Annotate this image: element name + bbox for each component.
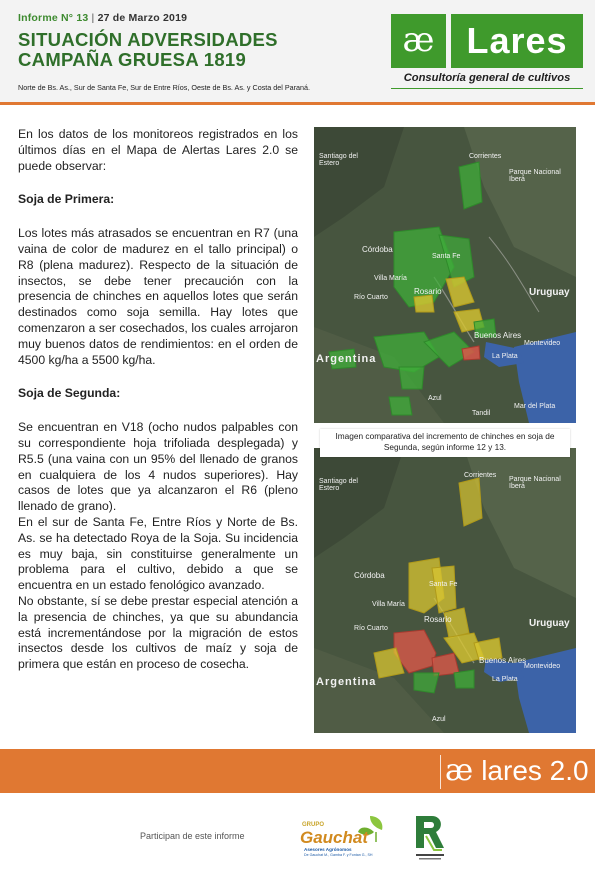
map2-label-uruguay: Uruguay [529,618,570,629]
map1-label-argentina: Argentina [316,353,377,365]
map2-label-corrientes: Corrientes [464,472,497,479]
section-title-soja-primera: Soja de Primera: [18,192,115,207]
map1-label-ibera: Parque Nacional Iberá [509,169,561,183]
header-divider [0,102,595,105]
regions-subtitle: Norte de Bs. As., Sur de Santa Fe, Sur de Entre Ríos, Oeste de Bs. As. y Costa del Paraná. [18,83,311,92]
map1-label-villamaria: Villa María [374,275,407,282]
map2-label-riocuarto: Río Cuarto [354,625,388,632]
issue-separator: | [91,12,95,24]
map1-label-laplata: La Plata [492,353,518,360]
gauchat-tagline: Asesores Agrónomos [304,847,352,852]
map2-label-ibera: Parque Nacional Iberá [509,476,561,490]
alert-map-informe-12 [314,127,576,423]
map-caption: Imagen comparativa del incremento de chinches en soja de Segunda, según informe 12 y 13. [320,429,570,457]
map1-label-rosario: Rosario [414,287,442,296]
issue-line [18,12,187,24]
gauchat-logo [298,812,390,862]
map1-label-mardelplata: Mar del Plata [514,403,556,410]
map2-label-montevideo: Montevideo [524,663,561,670]
r-partner-logo-icon [412,814,448,862]
lares-2-logo [445,751,589,791]
map2-label-buenosaires: Buenos Aires [479,656,527,665]
issue-date: 27 de Marzo 2019 [97,12,188,24]
title-line-1: SITUACIÓN ADVERSIDADES [18,29,278,50]
lares-2-text: lares 2.0 [481,755,589,786]
footer-logo-divider [440,755,441,789]
lares-logo-symbol: æ [391,14,446,68]
map1-label-buenosaires: Buenos Aires [474,331,522,340]
map2-label-azul: Azul [432,716,446,723]
title-line-2: CAMPAÑA GRUESA 1819 [18,49,247,70]
map2-label-santafe: Santa Fe [429,581,458,588]
map2-label-argentina: Argentina [316,676,377,688]
soja-segunda-paragraph-2: En el sur de Santa Fe, Entre Ríos y Norte de Bs. As. se ha detectado Roya de la Soja. Su incidencia es muy baja, sin constituirse generalmente un problema para el cultivo, debido a que se encuentra en un estado fenológico avanzado. [18,514,298,593]
lares-tagline: Consultoría general de cultivos [391,72,583,84]
map1-label-santafe: Santa Fe [432,253,461,260]
soja-segunda-paragraph-3: No obstante, sí se debe prestar especial atención a la presencia de chinches, ya que su abundancia está incrementándose por la migración de estos insectos desde los cultivos de maíz y soja de primera que están en proceso de cosecha. [18,593,298,672]
map1-label-corrientes: Corrientes [469,153,502,160]
issue-number: Informe N° 13 [18,12,89,24]
lares-2-symbol: æ [445,753,474,788]
map1-label-tandil: Tandil [472,410,491,417]
soja-segunda-paragraph-1: Se encuentran en V18 (ocho nudos palpables con su correspondiente hoja trifoliada desplegada) y R5.5 (una vaina con un 95% del llenado de granos en cualquiera de los 4 nudos superiores). Hay casos de lotes que ya alcanzaron el R6 (pleno llenado de grano). [18,420,298,514]
intro-paragraph: En los datos de los monitoreos registrados en los últimos días en el Mapa de Alertas Lares 2.0 se puede observar: [18,127,298,173]
map2-label-laplata: La Plata [492,676,518,683]
map2-label-villamaria: Villa María [372,601,405,608]
map1-label-riocuarto: Río Cuarto [354,294,388,301]
map1-label-montevideo: Montevideo [524,340,561,347]
soja-primera-paragraph: Los lotes más atrasados se encuentran en R7 (una vaina de color de madurez en el tallo principal) o R8 (plena madurez). Respecto de la situación de insectos, se debe tener precaución con la presencia de chinches en aquellos lotes que serán destinados como soja semilla. Hay lotes que comenzaron a ser cosechados, los cuales arrojaron muy buenos datos de rendimientos: en el orden de 4500 kg/ha a 5500 kg/ha. [18,226,298,367]
map2-label-santiago: Santiago del Estero [319,478,358,492]
map1-label-uruguay: Uruguay [529,287,570,298]
map2-label-rosario: Rosario [424,615,452,624]
map1-label-cordoba: Córdoba [362,245,393,254]
gauchat-group-label: GRUPO [302,822,325,828]
map1-label-azul: Azul [428,395,442,402]
participants-label: Participan de este informe [140,831,245,841]
report-title [18,30,318,70]
gauchat-subline: De Gauchat M., Gamba F. y Fontan G., SH [304,853,373,857]
gauchat-name: Gauchat [300,828,369,847]
map2-label-cordoba: Córdoba [354,571,385,580]
lares-logo-name: Lares [451,14,583,68]
body-text [18,127,298,673]
alert-map-informe-13 [314,448,576,733]
section-title-soja-segunda: Soja de Segunda: [18,386,121,401]
map1-label-santiago: Santiago del Estero [319,153,358,167]
